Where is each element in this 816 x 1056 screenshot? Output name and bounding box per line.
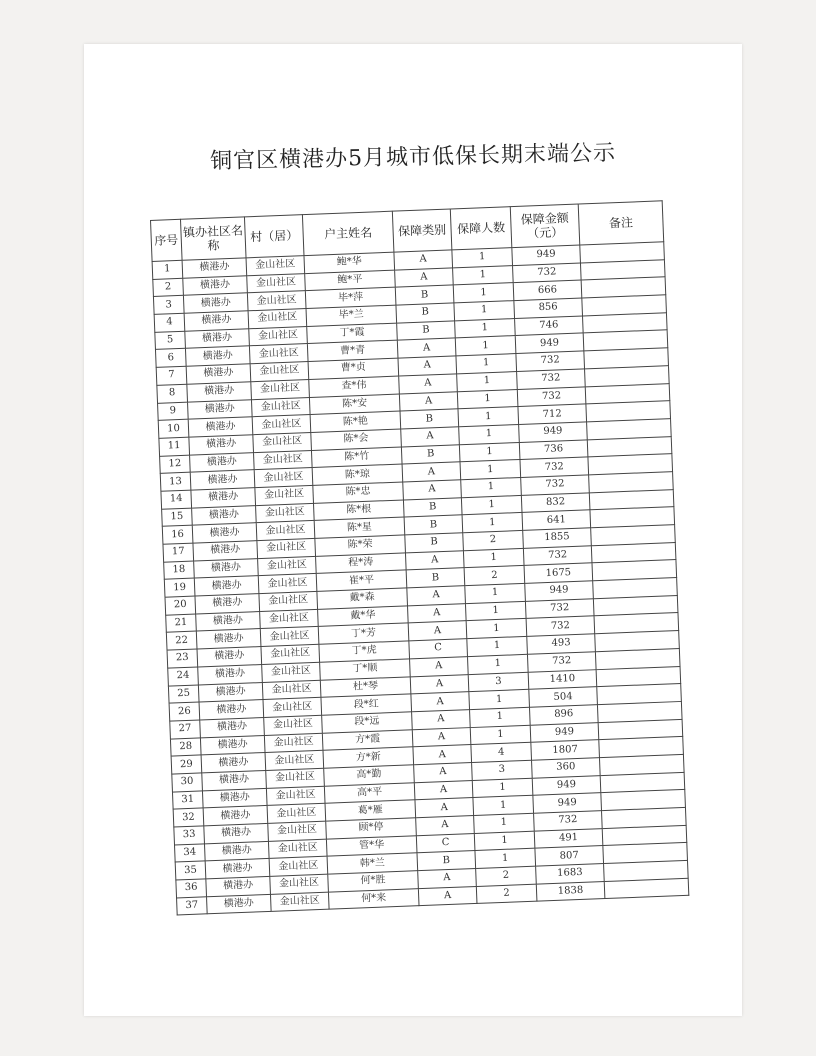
cell-town: 横港办 — [207, 894, 272, 914]
cell-amount: 732 — [517, 369, 586, 389]
cell-householder: 葛*雁 — [325, 800, 416, 821]
cell-count: 1 — [474, 831, 535, 851]
cell-village: 金山社区 — [263, 697, 322, 717]
table-container — [150, 200, 689, 916]
cell-count: 1 — [459, 442, 520, 462]
cell-count: 1 — [455, 336, 516, 356]
cell-type: B — [400, 409, 459, 429]
cell-town: 横港办 — [190, 452, 255, 472]
cell-type: A — [405, 550, 464, 570]
cell-count: 1 — [462, 513, 523, 533]
header-type: 保障类别 — [392, 209, 452, 252]
cell-village: 金山社区 — [264, 715, 323, 735]
cell-amount: 732 — [525, 599, 594, 619]
cell-village: 金山社区 — [252, 415, 311, 435]
cell-count: 2 — [463, 530, 524, 550]
cell-seq: 24 — [168, 667, 199, 686]
cell-householder: 陈*根 — [313, 500, 404, 521]
cell-type: A — [407, 586, 466, 606]
cell-amount: 949 — [519, 422, 588, 442]
cell-type: A — [414, 780, 473, 800]
cell-village: 金山社区 — [246, 256, 305, 276]
cell-village: 金山社区 — [256, 503, 315, 523]
cell-village: 金山社区 — [258, 574, 317, 594]
cell-amount: 949 — [512, 245, 581, 265]
cell-town: 横港办 — [188, 417, 253, 437]
cell-count: 1 — [460, 460, 521, 480]
cell-town: 横港办 — [185, 329, 250, 349]
cell-village: 金山社区 — [260, 609, 319, 629]
cell-count: 1 — [453, 283, 514, 303]
cell-type: A — [415, 798, 474, 818]
cell-count: 1 — [466, 619, 527, 639]
header-seq: 序号 — [151, 219, 183, 261]
cell-town: 横港办 — [192, 505, 257, 525]
cell-householder: 鲍*华 — [304, 252, 395, 273]
cell-count: 1 — [461, 477, 522, 497]
cell-town: 横港办 — [206, 876, 271, 896]
cell-count: 1 — [461, 495, 522, 515]
cell-amount: 807 — [535, 846, 604, 866]
cell-amount: 666 — [513, 280, 582, 300]
cell-type: B — [401, 444, 460, 464]
cell-town: 横港办 — [197, 647, 262, 667]
cell-householder: 毕*萍 — [305, 288, 396, 309]
cell-type: A — [408, 621, 467, 641]
cell-householder: 查*伟 — [309, 376, 400, 397]
cell-town: 横港办 — [184, 311, 249, 331]
cell-town: 横港办 — [194, 558, 259, 578]
cell-village: 金山社区 — [253, 432, 312, 452]
cell-town: 横港办 — [195, 594, 260, 614]
cell-amount: 856 — [514, 298, 583, 318]
cell-type: C — [409, 639, 468, 659]
cell-count: 1 — [457, 371, 518, 391]
cell-amount: 641 — [522, 510, 591, 530]
cell-count: 2 — [476, 884, 537, 904]
cell-town: 横港办 — [188, 399, 253, 419]
cell-type: A — [407, 603, 466, 623]
cell-amount: 1683 — [536, 864, 605, 884]
cell-village: 金山社区 — [253, 450, 312, 470]
cell-seq: 12 — [160, 455, 191, 474]
cell-town: 横港办 — [192, 523, 257, 543]
cell-town: 横港办 — [189, 435, 254, 455]
cell-seq: 37 — [177, 897, 208, 916]
header-village: 村（居） — [244, 215, 304, 258]
cell-count: 1 — [455, 318, 516, 338]
cell-count: 1 — [458, 407, 519, 427]
cell-householder: 曹*青 — [307, 341, 398, 362]
cell-type: A — [399, 391, 458, 411]
cell-amount: 949 — [515, 333, 584, 353]
cell-type: A — [403, 480, 462, 500]
cell-village: 金山社区 — [249, 344, 308, 364]
cell-town: 横港办 — [182, 258, 247, 278]
cell-town: 横港办 — [198, 664, 263, 684]
cell-type: A — [411, 692, 470, 712]
cell-town: 横港办 — [203, 806, 268, 826]
cell-amount: 732 — [526, 616, 595, 636]
cell-type: A — [410, 674, 469, 694]
cell-count: 1 — [453, 265, 514, 285]
cell-town: 横港办 — [201, 753, 266, 773]
cell-count: 2 — [464, 566, 525, 586]
cell-town: 横港办 — [200, 717, 265, 737]
cell-town: 横港办 — [193, 541, 258, 561]
cell-householder: 丁*虎 — [319, 641, 410, 662]
page-title: 铜官区横港办5月城市低保长期末端公示 — [209, 140, 617, 175]
cell-town: 横港办 — [205, 859, 270, 879]
cell-seq: 8 — [157, 384, 188, 403]
cell-town: 横港办 — [194, 576, 259, 596]
cell-seq: 4 — [154, 313, 185, 332]
cell-village: 金山社区 — [249, 326, 308, 346]
cell-village: 金山社区 — [258, 556, 317, 576]
cell-seq: 21 — [166, 614, 197, 633]
cell-seq: 32 — [173, 808, 204, 827]
cell-householder: 陈*竹 — [311, 447, 402, 468]
cell-village: 金山社区 — [267, 804, 326, 824]
cell-town: 横港办 — [190, 470, 255, 490]
cell-householder: 何*来 — [328, 888, 419, 909]
cell-town: 横港办 — [187, 382, 252, 402]
cell-householder: 方*霞 — [322, 729, 413, 750]
cell-seq: 14 — [161, 490, 192, 509]
cell-village: 金山社区 — [266, 786, 325, 806]
cell-seq: 19 — [164, 578, 195, 597]
cell-amount: 732 — [527, 652, 596, 672]
cell-seq: 11 — [159, 437, 190, 456]
cell-amount: 732 — [520, 457, 589, 477]
cell-type: B — [417, 851, 476, 871]
cell-type: A — [412, 727, 471, 747]
cell-amount: 1838 — [536, 881, 605, 901]
cell-count: 1 — [474, 813, 535, 833]
cell-seq: 13 — [160, 472, 191, 491]
cell-village: 金山社区 — [264, 733, 323, 753]
cell-householder: 陈*艳 — [310, 411, 401, 432]
cell-count: 1 — [470, 707, 531, 727]
cell-amount: 949 — [532, 775, 601, 795]
cell-seq: 17 — [163, 543, 194, 562]
header-note: 备注 — [578, 201, 664, 245]
cell-count: 2 — [476, 866, 537, 886]
cell-amount: 949 — [525, 581, 594, 601]
cell-village: 金山社区 — [251, 397, 310, 417]
cell-seq: 28 — [170, 738, 201, 757]
cell-seq: 1 — [152, 260, 183, 279]
cell-count: 1 — [463, 548, 524, 568]
cell-count: 1 — [452, 248, 513, 268]
cell-amount: 949 — [533, 793, 602, 813]
cell-type: A — [401, 427, 460, 447]
cell-count: 3 — [468, 672, 529, 692]
cell-count: 1 — [456, 354, 517, 374]
cell-seq: 15 — [162, 508, 193, 527]
cell-householder: 管*华 — [326, 835, 417, 856]
cell-village: 金山社区 — [251, 379, 310, 399]
cell-count: 1 — [473, 796, 534, 816]
cell-type: A — [395, 268, 454, 288]
cell-seq: 36 — [176, 879, 207, 898]
cell-count: 1 — [467, 654, 528, 674]
cell-householder: 丁*霞 — [307, 323, 398, 344]
cell-count: 1 — [472, 778, 533, 798]
cell-householder: 段*红 — [321, 694, 412, 715]
cell-amount: 732 — [517, 386, 586, 406]
cell-village: 金山社区 — [262, 680, 321, 700]
subsidy-table — [150, 200, 689, 916]
cell-count: 1 — [469, 689, 530, 709]
cell-count: 1 — [475, 849, 536, 869]
cell-type: A — [398, 356, 457, 376]
cell-type: A — [394, 250, 453, 270]
cell-seq: 7 — [156, 366, 187, 385]
cell-seq: 3 — [153, 296, 184, 315]
cell-town: 横港办 — [198, 682, 263, 702]
cell-seq: 6 — [155, 349, 186, 368]
cell-note — [604, 878, 689, 899]
cell-seq: 25 — [168, 684, 199, 703]
cell-amount: 896 — [529, 705, 598, 725]
cell-amount: 732 — [516, 351, 585, 371]
cell-type: A — [418, 886, 477, 906]
cell-householder: 陈*琼 — [312, 464, 403, 485]
cell-village: 金山社区 — [270, 874, 329, 894]
cell-count: 1 — [454, 301, 515, 321]
cell-type: B — [397, 321, 456, 341]
cell-town: 横港办 — [183, 276, 248, 296]
cell-type: C — [416, 833, 475, 853]
cell-seq: 9 — [158, 402, 189, 421]
cell-type: A — [416, 816, 475, 836]
cell-town: 横港办 — [196, 629, 261, 649]
cell-type: A — [399, 374, 458, 394]
cell-town: 横港办 — [191, 488, 256, 508]
header-amount: 保障金额（元） — [510, 204, 580, 248]
cell-count: 1 — [465, 583, 526, 603]
cell-village: 金山社区 — [255, 485, 314, 505]
cell-householder: 何*胜 — [328, 871, 419, 892]
cell-count: 3 — [472, 760, 533, 780]
cell-type: B — [406, 568, 465, 588]
cell-householder: 丁*顺 — [320, 659, 411, 680]
cell-town: 横港办 — [183, 293, 248, 313]
cell-type: A — [412, 709, 471, 729]
document-page — [84, 44, 742, 1016]
cell-householder: 韩*兰 — [327, 853, 418, 874]
cell-amount: 493 — [527, 634, 596, 654]
cell-type: A — [410, 656, 469, 676]
cell-amount: 491 — [534, 828, 603, 848]
cell-householder: 陈*会 — [311, 429, 402, 450]
cell-householder: 高*勤 — [324, 765, 415, 786]
cell-amount: 832 — [521, 492, 590, 512]
cell-type: B — [403, 497, 462, 517]
cell-town: 横港办 — [202, 770, 267, 790]
cell-village: 金山社区 — [265, 751, 324, 771]
cell-type: A — [402, 462, 461, 482]
cell-town: 横港办 — [185, 346, 250, 366]
cell-seq: 29 — [171, 755, 202, 774]
cell-seq: 18 — [164, 561, 195, 580]
cell-town: 横港办 — [196, 611, 261, 631]
cell-seq: 27 — [170, 720, 201, 739]
cell-householder: 鲍*平 — [305, 270, 396, 291]
cell-householder: 方*新 — [323, 747, 414, 768]
cell-amount: 732 — [521, 475, 590, 495]
cell-seq: 5 — [155, 331, 186, 350]
cell-seq: 33 — [174, 826, 205, 845]
cell-type: B — [405, 533, 464, 553]
cell-town: 横港办 — [199, 700, 264, 720]
cell-seq: 16 — [162, 525, 193, 544]
cell-count: 1 — [470, 725, 531, 745]
cell-amount: 1855 — [523, 528, 592, 548]
cell-amount: 1807 — [531, 740, 600, 760]
cell-householder: 毕*兰 — [306, 305, 397, 326]
cell-count: 1 — [467, 636, 528, 656]
cell-householder: 段*远 — [322, 712, 413, 733]
cell-type: B — [395, 285, 454, 305]
cell-amount: 746 — [515, 316, 584, 336]
cell-householder: 崔*平 — [316, 570, 407, 591]
cell-householder: 戴*森 — [317, 588, 408, 609]
cell-village: 金山社区 — [268, 839, 327, 859]
cell-householder: 顾*停 — [326, 818, 417, 839]
cell-village: 金山社区 — [247, 273, 306, 293]
cell-householder: 丁*芳 — [318, 623, 409, 644]
cell-type: B — [396, 303, 455, 323]
cell-type: A — [397, 338, 456, 358]
cell-householder: 戴*华 — [318, 606, 409, 627]
cell-seq: 35 — [175, 861, 206, 880]
cell-amount: 732 — [534, 811, 603, 831]
cell-village: 金山社区 — [270, 892, 329, 912]
cell-village: 金山社区 — [248, 309, 307, 329]
cell-seq: 26 — [169, 702, 200, 721]
cell-amount: 949 — [530, 722, 599, 742]
cell-village: 金山社区 — [256, 521, 315, 541]
cell-count: 4 — [471, 743, 532, 763]
cell-householder: 程*涛 — [316, 553, 407, 574]
cell-amount: 732 — [523, 545, 592, 565]
header-householder: 户主姓名 — [302, 211, 394, 255]
cell-amount: 1675 — [524, 563, 593, 583]
cell-village: 金山社区 — [257, 538, 316, 558]
cell-amount: 360 — [532, 758, 601, 778]
cell-householder: 陈*安 — [309, 394, 400, 415]
cell-householder: 曹*贞 — [308, 358, 399, 379]
cell-seq: 30 — [172, 773, 203, 792]
cell-householder: 陈*忠 — [313, 482, 404, 503]
cell-seq: 20 — [165, 596, 196, 615]
cell-seq: 23 — [167, 649, 198, 668]
cell-type: A — [414, 762, 473, 782]
cell-village: 金山社区 — [262, 662, 321, 682]
cell-amount: 732 — [513, 263, 582, 283]
cell-village: 金山社区 — [269, 857, 328, 877]
cell-count: 1 — [465, 601, 526, 621]
header-town: 镇办社区名称 — [180, 217, 246, 260]
cell-town: 横港办 — [204, 841, 269, 861]
cell-amount: 504 — [529, 687, 598, 707]
cell-amount: 736 — [519, 439, 588, 459]
cell-type: A — [413, 745, 472, 765]
cell-seq: 22 — [166, 631, 197, 650]
cell-village: 金山社区 — [268, 821, 327, 841]
cell-town: 横港办 — [186, 364, 251, 384]
cell-type: A — [418, 869, 477, 889]
cell-seq: 10 — [158, 419, 189, 438]
cell-town: 横港办 — [202, 788, 267, 808]
cell-householder: 陈*星 — [314, 517, 405, 538]
cell-village: 金山社区 — [266, 768, 325, 788]
cell-householder: 高*平 — [324, 782, 415, 803]
cell-count: 1 — [457, 389, 518, 409]
cell-amount: 712 — [518, 404, 587, 424]
cell-town: 横港办 — [204, 823, 269, 843]
cell-village: 金山社区 — [250, 362, 309, 382]
cell-householder: 杜*琴 — [320, 676, 411, 697]
cell-town: 横港办 — [200, 735, 265, 755]
cell-village: 金山社区 — [254, 468, 313, 488]
table-body — [152, 242, 689, 916]
cell-seq: 34 — [174, 844, 205, 863]
cell-householder: 陈*荣 — [315, 535, 406, 556]
cell-type: B — [404, 515, 463, 535]
cell-amount: 1410 — [528, 669, 597, 689]
cell-village: 金山社区 — [261, 644, 320, 664]
cell-seq: 31 — [172, 791, 203, 810]
cell-village: 金山社区 — [247, 291, 306, 311]
cell-count: 1 — [459, 424, 520, 444]
header-count: 保障人数 — [450, 207, 512, 250]
cell-village: 金山社区 — [260, 627, 319, 647]
cell-seq: 2 — [153, 278, 184, 297]
cell-village: 金山社区 — [259, 591, 318, 611]
